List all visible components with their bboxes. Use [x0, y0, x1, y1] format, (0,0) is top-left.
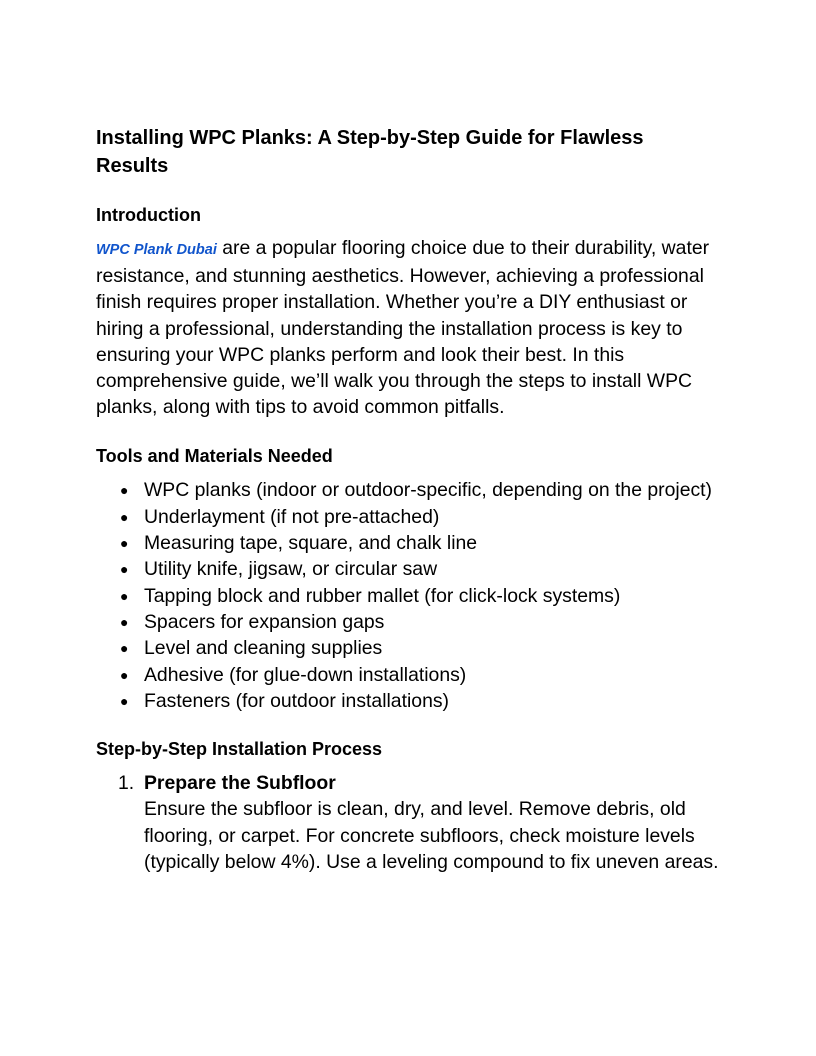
list-item [96, 662, 720, 688]
list-item-text: Adhesive (for glue-down installations) [144, 663, 467, 686]
list-item [96, 583, 720, 609]
step-item [96, 770, 720, 875]
list-item [96, 477, 720, 503]
list-item-text: WPC planks (indoor or outdoor-specific, depending on the project) [144, 479, 713, 502]
bullet-icon: ● [120, 482, 129, 499]
bullet-icon: ● [120, 561, 129, 578]
list-item [96, 556, 720, 582]
step-title: Prepare the Subfloor [144, 772, 336, 795]
list-item-text: Measuring tape, square, and chalk line [144, 532, 478, 555]
bullet-icon: ● [120, 508, 129, 525]
introduction-body: are a popular flooring choice due to their durability, water resistance, and stunning aesthetics. However, achieving a professional finish requires proper installation. Whether you’re a DIY enthusiast or hiring a professional, understanding the installation process is key to ensuring your WPC planks perform and look their best. In this comprehensive guide, we’ll walk you through the steps to install WPC planks, along with tips to avoid common pitfalls. [96, 237, 710, 419]
bullet-icon: ● [120, 535, 129, 552]
list-item-text: Underlayment (if not pre-attached) [144, 505, 440, 528]
introduction-paragraph [96, 235, 720, 420]
list-item-text: Utility knife, jigsaw, or circular saw [144, 558, 438, 581]
list-item-text: Fasteners (for outdoor installations) [144, 689, 450, 712]
list-item [96, 530, 720, 556]
bullet-icon: ● [120, 640, 129, 657]
list-item [96, 609, 720, 635]
document-title: Installing WPC Planks: A Step-by-Step Guide for Flawless Results [96, 127, 644, 177]
list-item-text: Spacers for expansion gaps [144, 610, 385, 633]
step-number: 1. [118, 772, 135, 795]
bullet-icon: ● [120, 692, 129, 709]
list-item-text: Tapping block and rubber mallet (for click-lock systems) [144, 584, 621, 607]
bullet-icon: ● [120, 613, 129, 630]
tools-list [96, 477, 720, 714]
tools-heading: Tools and Materials Needed [96, 446, 333, 467]
list-item [96, 688, 720, 714]
bullet-icon: ● [120, 666, 129, 683]
wpc-plank-dubai-link[interactable]: WPC Plank Dubai [96, 242, 217, 258]
bullet-icon: ● [120, 587, 129, 604]
step-body: Ensure the subfloor is clean, dry, and level. Remove debris, old flooring, or carpet. For concrete subfloors, check moisture levels (typically below 4%). Use a leveling compound to fix uneven areas. [144, 798, 719, 873]
steps-list [96, 770, 720, 875]
document-page [96, 124, 720, 875]
list-item-text: Level and cleaning supplies [144, 637, 383, 660]
steps-heading: Step-by-Step Installation Process [96, 739, 383, 760]
list-item [96, 635, 720, 661]
introduction-heading: Introduction [96, 205, 201, 225]
list-item [96, 504, 720, 530]
